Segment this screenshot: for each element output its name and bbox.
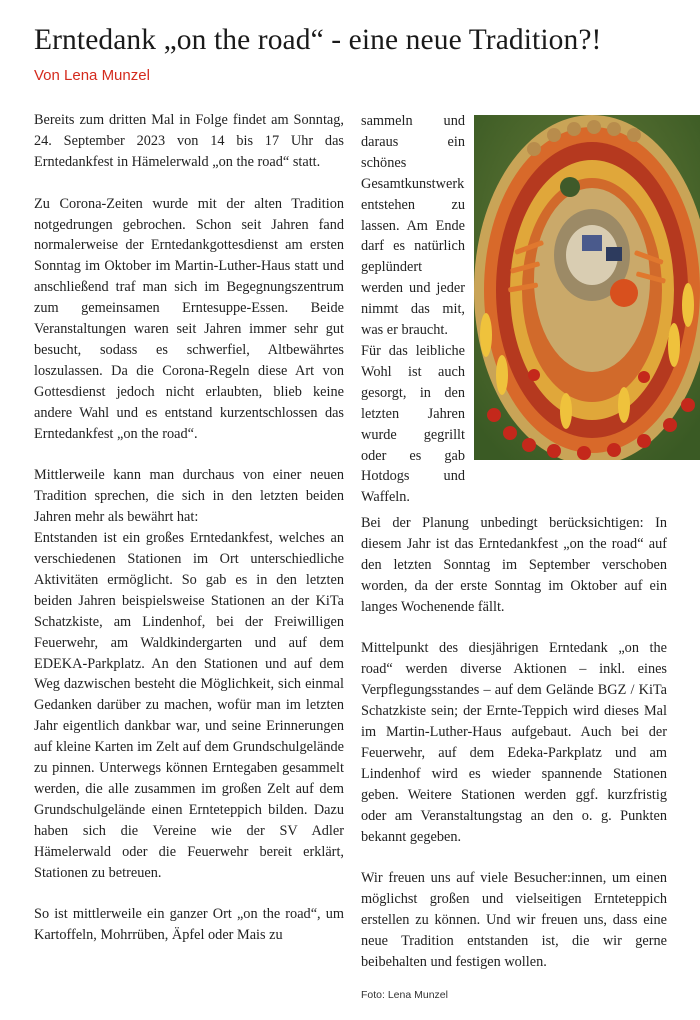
left-column: [34, 110, 344, 967]
paragraph: Wir freuen uns auf viele Besucher:innen, um einen möglichst großen und vielseitigen Ernteteppich erstellen zu können. Und wir freuen uns, dass eine neue Tradition entstanden ist, die wir gerne beibehalten und festigen wollen.: [361, 870, 667, 970]
article-title: Erntedank „on the road“ - eine neue Tradition?!: [34, 24, 602, 56]
narrow-column: [361, 111, 465, 508]
paragraph: Mittelpunkt des diesjährigen Erntedank „on the road“ werden diverse Aktionen – inkl. eines Verpflegungsstandes – auf dem Gelände BGZ / KiTa Schatzkiste sein; der Ernte-Teppich wird dieses Mal im Martin-Luther-Haus aufgebaut. Auch bei der Feuerwehr, auf dem Edeka-Parkplatz und am Lindenhof wird es wieder spannende Stationen geben. Weitere Stationen werden ggf. kurzfristig oder am Veranstaltungstag an den o. g. Punkten bekannt gegeben.: [361, 640, 667, 845]
paragraph: sammeln und daraus ein schönes Gesamtkunstwerk entstehen zu lassen. Am Ende darf es natürlich geplündert werden und jeder nimmt das mit, was er braucht.: [361, 113, 465, 339]
paragraph: Zu Corona-Zeiten wurde mit der alten Tradition notgedrungen gebrochen. Schon seit Jahren fand normalerweise der Erntedankgottesdienst am ersten Sonntag im Oktober im Martin-Luther-Haus statt und anschließend traf man sich im Begegnungszentrum zum gemeinsamen Erntesuppe-Essen. Beide Veranstaltungen waren seit Jahren immer sehr gut besucht, sodass es schwerfiel, Altbewährtes loszulassen. Da die Corona-Regeln diese Art von Gottesdienst jedoch nicht erlaubten, blieb keine andere Wahl und es entstand kurzentschlossen das Erntedankfest „on the road“.: [34, 195, 344, 442]
paragraph: Bei der Planung unbedingt berücksichtigen: In diesem Jahr ist das Erntedankfest „on the road“ auf den letzten Sonntag im September verschoben worden, da der erste Sonntag im Oktober auf ein langes Wochenende fällt.: [361, 515, 667, 615]
paragraph: Mittlerweile kann man durchaus von einer neuen Tradition sprechen, die sich in den letzten beiden Jahren mehr als bewährt hat:: [34, 467, 344, 526]
photo-credit: Foto: Lena Munzel: [361, 989, 448, 1001]
paragraph: So ist mittlerweile ein ganzer Ort „on the road“, um Kartoffeln, Mohrrüben, Äpfel oder Mais zu: [34, 906, 344, 944]
paragraph: Für das leibliche Wohl ist auch gesorgt, in den letzten Jahren wurde gegrillt oder es gab Hotdogs und Waffeln.: [361, 342, 465, 506]
right-column: [361, 513, 667, 994]
harvest-carpet-photo: [474, 115, 700, 460]
paragraph: Bereits zum dritten Mal in Folge findet am Sonntag, 24. September 2023 von 14 bis 17 Uhr das Erntedankfest in Hämelerwald „on the road“ statt.: [34, 112, 344, 170]
author-byline: Von Lena Munzel: [34, 67, 150, 84]
paragraph: Entstanden ist ein großes Erntedankfest, welches an verschiedenen Stationen im Ort unterschiedliche Aktivitäten ermöglicht. So gab es in den letzten beiden Jahren beispielsweise Stationen an der KiTa Schatzkiste, am Lindenhof, bei der Freiwilligen Feuerwehr, am Waldkindergarten und auf dem EDEKA-Parkplatz. An den Stationen und auf dem Weg dazwischen besteht die Möglichkeit, sich einmal Gedanken darüber zu machen, wofür man im letzten Jahr eigentlich dankbar war, und seine Erinnerungen auf kleine Karten im Zelt auf dem Grundschulgelände zu pinnen. Unterwegs können Erntegaben gesammelt werden, die alle zusammen im großen Zelt auf dem Grundschulgelände einen Ernteteppich bilden. Dazu haben sich die Vereine wie der SV Adler Hämelerwald oder die Feuerwehr bereit erklärt, Stationen zu betreuen.: [34, 530, 344, 881]
